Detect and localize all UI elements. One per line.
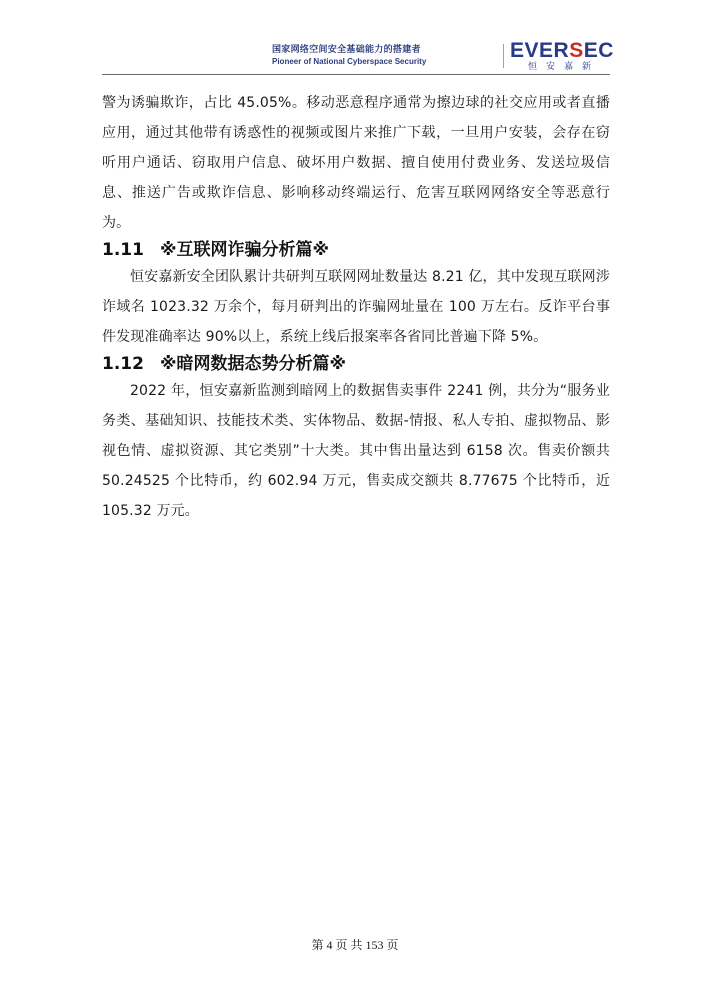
slogan-chinese: 国家网络空间安全基础能力的搭建者 (272, 45, 421, 55)
logo-wordmark-part2: EC (583, 39, 614, 62)
slogan-english: Pioneer of National Cyberspace Security (272, 57, 427, 66)
section-number: 1.11 (102, 240, 144, 260)
document-body (102, 88, 610, 526)
section-title: ※互联网诈骗分析篇※ (160, 240, 330, 260)
header-divider (503, 44, 504, 68)
header-slogan (272, 44, 492, 68)
logo-wordmark-part1: EVER (510, 39, 570, 62)
section-heading-internet-fraud (102, 238, 610, 262)
section-number: 1.12 (102, 354, 144, 374)
page-header (102, 39, 614, 74)
paragraph-darknet-data: 2022 年，恒安嘉新监测到暗网上的数据售卖事件 2241 例，共分为“服务业务类、基础知识、技能技术类、实体物品、数据-情报、私人专拍、虚拟物品、影视色情、虚拟资源、其它类别”十大类。其中售出量达到 6158 次。售卖价额共 50.24525 个比特币，约 602.94 万元，售卖成交额共 8.77675 个比特币，近 105.32 万元。 (102, 383, 610, 519)
section-title: ※暗网数据态势分析篇※ (160, 354, 347, 374)
logo-wordmark (510, 39, 614, 62)
company-logo (510, 39, 614, 73)
paragraph-internet-fraud: 恒安嘉新安全团队累计共研判互联网网址数量达 8.21 亿，其中发现互联网涉诈域名 1023.32 万余个，每月研判出的诈骗网址量在 100 万左右。反诈平台事件发现准确率达 90%以上，系统上线后报案率各省同比普遍下降 5%。 (102, 269, 610, 345)
page-number-footer: 第 4 页 共 153 页 (311, 938, 399, 952)
section-heading-darknet (102, 352, 610, 376)
logo-swirl-letter: S (569, 39, 584, 62)
header-rule (102, 74, 610, 75)
paragraph-mobile-malware: 警为诱骗欺诈，占比 45.05%。移动恶意程序通常为擦边球的社交应用或者直播应用，通过其他带有诱惑性的视频或图片来推广下载，一旦用户安装，会存在窃听用户通话、窃取用户信息、破坏用户数据、擅自使用付费业务、发送垃圾信息、推送广告或欺诈信息、影响移动终端运行、危害互联网网络安全等恶意行为。 (102, 95, 610, 231)
logo-chinese-name: 恒安嘉新 (527, 62, 600, 72)
